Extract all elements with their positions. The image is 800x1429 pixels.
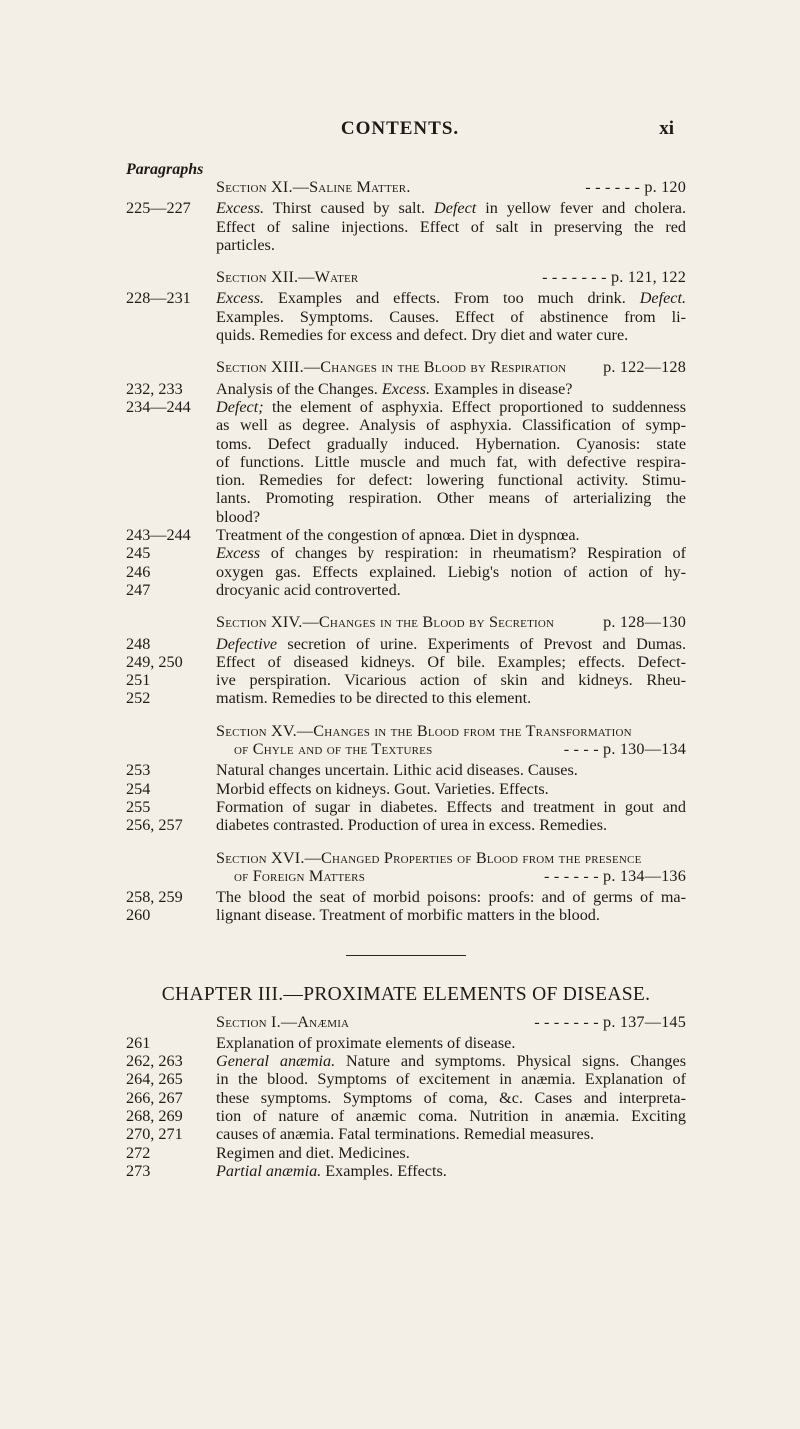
section-title: Section XVI.—Changed Properties of Blood from the presence xyxy=(216,848,642,867)
paragraph-numbers xyxy=(126,761,216,834)
entry-line: Regimen and diet. Medicines. xyxy=(216,1143,410,1162)
entry-line: The blood the seat of morbid poisons: proofs: and of germs of ma- xyxy=(216,888,686,907)
entry-line: Formation of sugar in diabetes. Effects and treatment in gout and xyxy=(216,797,686,816)
entry-line: Excess. Examples and effects. From too much drink. Defect. xyxy=(216,289,686,308)
entry-line: tion. Remedies for defect: lowering functional activity. Stimu- xyxy=(216,471,686,490)
paragraphs-column-label: Paragraphs xyxy=(126,161,204,178)
entry-line: causes of anæmia. Fatal terminations. Remedial measures. xyxy=(216,1125,595,1144)
paragraph-number: 270, 271 xyxy=(126,1125,183,1144)
section-title: Section XII.—Water xyxy=(216,268,359,287)
paragraph-number: 232, 233 xyxy=(126,379,183,398)
paragraph-number: 225—227 xyxy=(126,199,191,218)
section-title-line2 xyxy=(234,867,686,885)
paragraph-number xyxy=(126,236,216,254)
entry-line: Excess. Thirst caused by salt. Defect in yellow fever and cholera. xyxy=(216,199,686,218)
page-number: xi xyxy=(659,118,674,139)
section-title: Section I.—Anæmia xyxy=(216,1012,350,1031)
entry-line: Examples. Symptoms. Causes. Effect of abstinence from li- xyxy=(216,307,686,326)
entry-line: of functions. Little muscle and much fat, with defective respira- xyxy=(216,452,686,471)
chapter-divider-rule xyxy=(346,955,466,957)
paragraph-number: 262, 263 xyxy=(126,1052,183,1071)
section-heading xyxy=(216,358,686,376)
paragraph-numbers xyxy=(126,1034,216,1180)
paragraph-number: 258, 259 xyxy=(126,888,183,907)
paragraph-number: 228—231 xyxy=(126,289,191,308)
paragraph-number: 246 xyxy=(126,562,151,581)
entry-line: in the blood. Symptoms of excitement in anæmia. Explanation of xyxy=(216,1070,686,1089)
page-title: CONTENTS. xyxy=(340,118,460,139)
paragraph-number xyxy=(126,416,216,434)
entry-line: as well as degree. Analysis of asphyxia. Classification of symp- xyxy=(216,416,686,435)
paragraph-number xyxy=(126,453,216,471)
entry-line: Natural changes uncertain. Lithic acid diseases. Causes. xyxy=(216,761,578,780)
section-page-range: - - - - - - - p. 137—145 xyxy=(534,1012,686,1031)
entry-line: drocyanic acid controverted. xyxy=(216,580,401,599)
paragraph-number: 251 xyxy=(126,671,151,690)
entry-line: lignant disease. Treatment of morbific matters in the blood. xyxy=(216,906,600,925)
section-title: Section XI.—Saline Matter. xyxy=(216,178,411,196)
entry-line: Morbid effects on kidneys. Gout. Varieties. Effects. xyxy=(216,779,549,798)
entry-group xyxy=(126,289,686,344)
paragraph-number: 243—244 xyxy=(126,526,191,545)
entry-line: Effect of saline injections. Effect of salt in preserving the red xyxy=(216,217,686,236)
paragraph-number: 264, 265 xyxy=(126,1070,183,1089)
section-page-range: - - - - - - p. 134—136 xyxy=(544,866,686,885)
paragraph-number: 255 xyxy=(126,797,151,816)
entry-text xyxy=(216,199,686,254)
entry-text xyxy=(216,289,686,344)
section-title-cont: of Chyle and of the Textures xyxy=(234,740,433,759)
section-title: Section XIII.—Changes in the Blood by Respiration xyxy=(216,358,567,377)
entry-group xyxy=(126,761,686,834)
contents-body xyxy=(126,178,686,1180)
paragraph-number: 256, 257 xyxy=(126,816,183,835)
section-page-range: - - - - - - - p. 121, 122 xyxy=(542,268,686,287)
section-heading xyxy=(216,849,686,886)
section-title: Section XIV.—Changes in the Blood by Secretion xyxy=(216,613,555,632)
paragraph-number xyxy=(126,218,216,236)
section-page-range: p. 128—130 xyxy=(603,613,686,632)
section-page-range: - - - - - - p. 120 xyxy=(585,178,686,196)
entry-line: General anæmia. Nature and symptoms. Physical signs. Changes xyxy=(216,1052,686,1071)
entry-line: particles. xyxy=(216,235,275,254)
entry-line: ive perspiration. Vicarious action of skin and kidneys. Rheu- xyxy=(216,671,686,690)
entry-text xyxy=(216,1034,686,1180)
paragraph-number: 272 xyxy=(126,1143,151,1162)
running-header xyxy=(0,118,800,142)
paragraph-number xyxy=(126,489,216,507)
entry-line: Effect of diseased kidneys. Of bile. Examples; effects. Defect- xyxy=(216,652,686,671)
entry-group xyxy=(126,1034,686,1180)
entry-line: quids. Remedies for excess and defect. Dry diet and water cure. xyxy=(216,326,629,345)
paragraph-number: 266, 267 xyxy=(126,1088,183,1107)
section-title-cont: of Foreign Matters xyxy=(234,866,366,885)
paragraph-number: 261 xyxy=(126,1033,151,1052)
entry-text xyxy=(216,380,686,600)
entry-line: toms. Defect gradually induced. Hybernation. Cyanosis: state xyxy=(216,434,686,453)
paragraph-number: 260 xyxy=(126,906,151,925)
entry-line: lants. Promoting respiration. Other means of arterializing the xyxy=(216,489,686,508)
paragraph-numbers xyxy=(126,289,216,344)
paragraph-numbers xyxy=(126,199,216,254)
section-page-range: - - - - p. 130—134 xyxy=(563,740,686,759)
chapter-title: CHAPTER III.—PROXIMATE ELEMENTS OF DISEASE. xyxy=(161,984,651,1006)
paragraph-number xyxy=(126,326,216,344)
entry-line: diabetes contrasted. Production of urea in excess. Remedies. xyxy=(216,816,608,835)
entry-line: tion of nature of anæmic coma. Nutrition in anæmia. Exciting xyxy=(216,1107,686,1126)
paragraph-numbers xyxy=(126,380,216,600)
paragraph-number: 248 xyxy=(126,634,151,653)
entry-group xyxy=(126,888,686,925)
paragraph-numbers xyxy=(126,888,216,925)
entry-line: Analysis of the Changes. Excess. Examples in disease? xyxy=(216,379,573,398)
paragraph-number xyxy=(126,308,216,326)
entry-text xyxy=(216,888,686,925)
paragraph-number: 245 xyxy=(126,544,151,563)
section-title: Section XV.—Changes in the Blood from the Transformation xyxy=(216,721,632,740)
paragraph-number xyxy=(126,471,216,489)
entry-text xyxy=(216,635,686,708)
entry-line: Explanation of proximate elements of disease. xyxy=(216,1033,516,1052)
section-heading xyxy=(216,268,686,286)
entry-line: matism. Remedies to be directed to this element. xyxy=(216,689,532,708)
paragraph-number: 234—244 xyxy=(126,397,191,416)
entry-line: Defective secretion of urine. Experiments of Prevost and Dumas. xyxy=(216,634,686,653)
entry-line: blood? xyxy=(216,507,261,526)
section-page-range: p. 122—128 xyxy=(603,358,686,377)
section-heading xyxy=(216,1013,686,1031)
entry-line: Defect; the element of asphyxia. Effect proportioned to suddenness xyxy=(216,397,686,416)
paragraph-number: 254 xyxy=(126,779,151,798)
entry-text xyxy=(216,761,686,834)
entry-group xyxy=(126,199,686,254)
paragraph-numbers xyxy=(126,635,216,708)
paragraph-number: 247 xyxy=(126,580,151,599)
paragraph-number: 273 xyxy=(126,1161,151,1180)
section-heading xyxy=(216,178,686,196)
section-title-line2 xyxy=(234,740,686,758)
section-heading xyxy=(216,722,686,759)
entry-line: Treatment of the congestion of apnœa. Diet in dyspnœa. xyxy=(216,526,580,545)
entry-group xyxy=(126,635,686,708)
entry-line: these symptoms. Symptoms of coma, &c. Cases and interpreta- xyxy=(216,1088,686,1107)
entry-line: oxygen gas. Effects explained. Liebig's notion of action of hy- xyxy=(216,562,686,581)
entry-line: Partial anæmia. Examples. Effects. xyxy=(216,1161,447,1180)
paragraph-number: 252 xyxy=(126,689,151,708)
section-heading xyxy=(216,613,686,631)
entry-line: Excess of changes by respiration: in rheumatism? Respiration of xyxy=(216,544,686,563)
paragraph-number: 253 xyxy=(126,761,151,780)
paragraph-number: 249, 250 xyxy=(126,652,183,671)
paragraph-number: 268, 269 xyxy=(126,1107,183,1126)
entry-group xyxy=(126,380,686,600)
paragraph-number xyxy=(126,435,216,453)
paragraph-number xyxy=(126,508,216,526)
